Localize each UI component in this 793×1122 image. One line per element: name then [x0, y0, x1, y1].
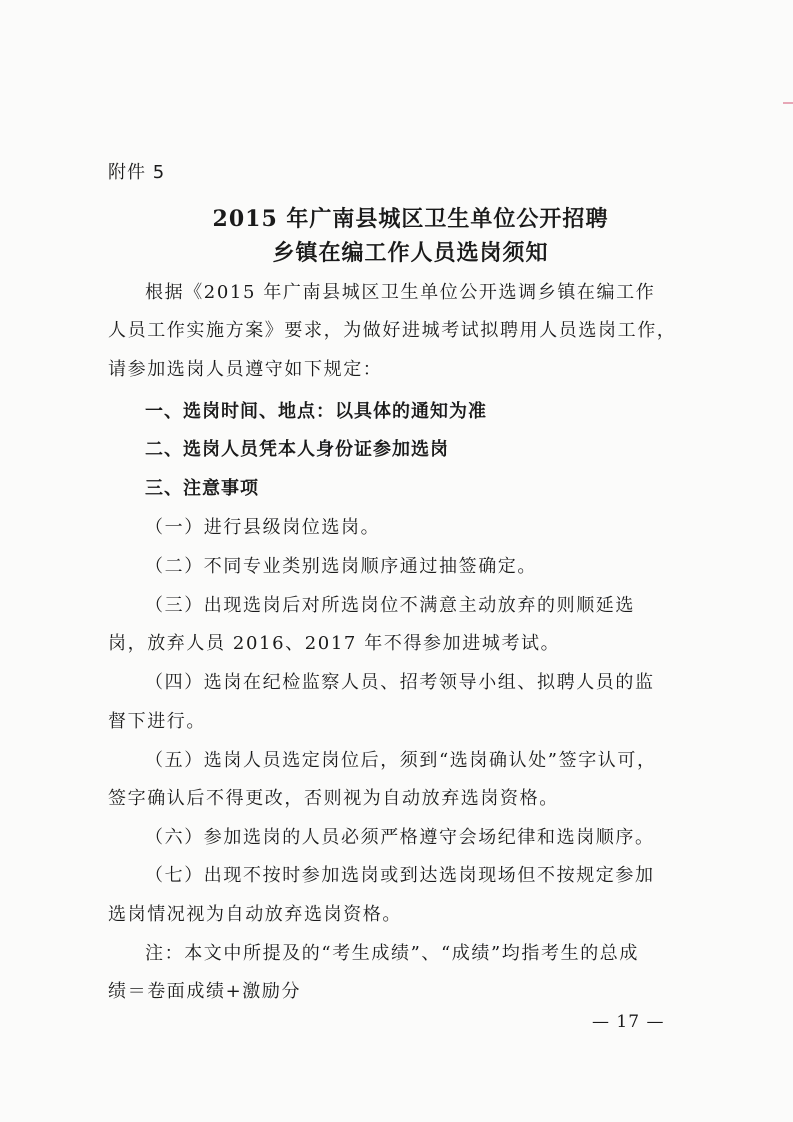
- intro-line-3: 请参加选岗人员遵守如下规定：: [108, 359, 383, 380]
- list-item-3-line1: （三）出现选岗后对所选岗位不满意主动放弃的则顺延选: [145, 595, 635, 616]
- list-item-4-line2: 督下进行。: [108, 711, 206, 732]
- document-title-line2: 乡镇在编工作人员选岗须知: [272, 240, 549, 266]
- edge-mark: [783, 102, 793, 104]
- note-line2: 绩＝卷面成绩+激励分: [108, 981, 302, 1002]
- list-item-5-line2: 签字确认后不得更改，否则视为自动放弃选岗资格。: [108, 788, 559, 809]
- intro-line-1: 根据《2015 年广南县城区卫生单位公开选调乡镇在编工作: [145, 282, 656, 303]
- section-heading-3: 三、注意事项: [145, 478, 259, 499]
- document-title-line1: 2015 年广南县城区卫生单位公开招聘: [212, 206, 609, 232]
- list-item-1: （一）进行县级岗位选岗。: [145, 517, 381, 538]
- intro-line-2: 人员工作实施方案》要求，为做好进城考试拟聘用人员选岗工作，: [108, 320, 677, 341]
- list-item-2: （二）不同专业类别选岗顺序通过抽签确定。: [145, 556, 537, 577]
- list-item-6: （六）参加选岗的人员必须严格遵守会场纪律和选岗顺序。: [145, 827, 655, 848]
- page-number: — 17 —: [592, 1012, 665, 1032]
- list-item-3-line2: 岗，放弃人员 2016、2017 年不得参加进城考试。: [108, 633, 561, 654]
- attachment-label: 附件 5: [108, 162, 166, 183]
- section-heading-2: 二、选岗人员凭本人身份证参加选岗: [145, 439, 449, 460]
- list-item-5-line1: （五）选岗人员选定岗位后，须到“选岗确认处”签字认可，: [145, 750, 657, 771]
- note-line1: 注：本文中所提及的“考生成绩”、“成绩”均指考生的总成: [145, 943, 640, 964]
- list-item-7-line2: 选岗情况视为自动放弃选岗资格。: [108, 904, 402, 925]
- list-item-7-line1: （七）出现不按时参加选岗或到达选岗现场但不按规定参加: [145, 865, 655, 886]
- section-heading-1: 一、选岗时间、地点：以具体的通知为准: [145, 401, 487, 422]
- list-item-4-line1: （四）选岗在纪检监察人员、招考领导小组、拟聘人员的监: [145, 672, 655, 693]
